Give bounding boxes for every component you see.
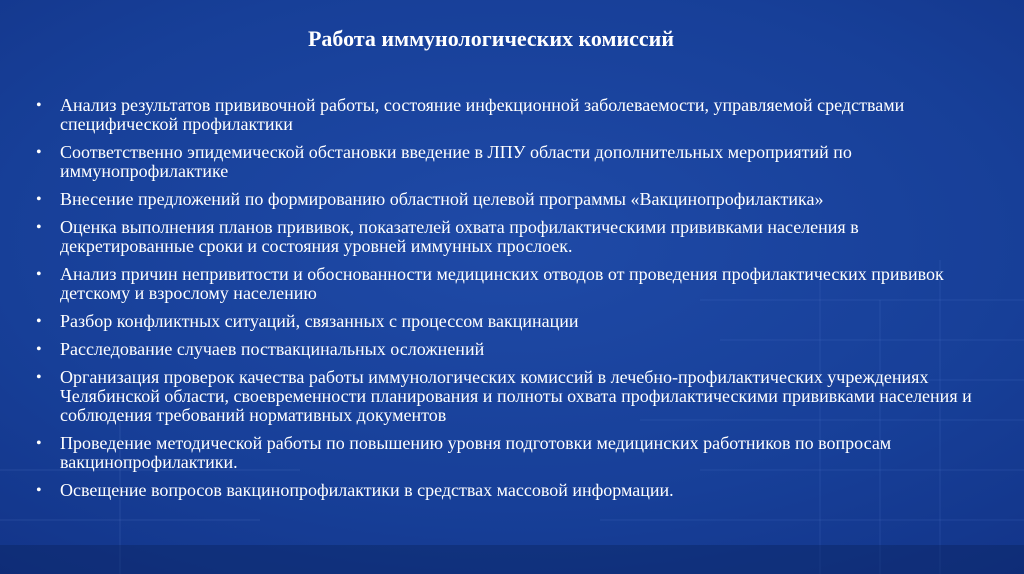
list-item [36,434,996,472]
list-item-text: Разбор конфликтных ситуаций, связанных с процессом вакцинации [60,311,579,331]
bullet-icon: • [36,266,42,283]
list-item-text: Освещение вопросов вакцинопрофилактики в средствах массовой информации. [60,480,674,500]
bullet-icon: • [36,341,42,358]
list-item-text: Внесение предложений по формированию областной целевой программы «Вакцинопрофилактика» [60,189,824,209]
list-item [36,481,996,500]
list-item [36,218,996,256]
bullet-list [36,96,996,509]
bullet-icon: • [36,219,42,236]
bullet-icon: • [36,191,42,208]
bullet-icon: • [36,313,42,330]
list-item-text: Соответственно эпидемической обстановки введение в ЛПУ области дополнительных мероприятий по иммунопрофилактике [60,142,852,181]
list-item-text: Организация проверок качества работы иммунологических комиссий в лечебно-профилактических учреждениях Челябинской области, своевременности планирования и полноты охвата профилактическими прививками населения и соблюдения требований нормативных документов [60,367,972,425]
list-item [36,143,996,181]
bullet-icon: • [36,144,42,161]
list-item [36,368,996,425]
bullet-icon: • [36,482,42,499]
list-item [36,190,996,209]
list-item-text: Оценка выполнения планов прививок, показателей охвата профилактическими прививками населения в декретированные сроки и состояния уровней иммунных прослоек. [60,217,859,256]
list-item-text: Анализ причин непривитости и обоснованности медицинских отводов от проведения профилактических прививок детскому и взрослому населению [60,264,944,303]
list-item [36,265,996,303]
slide-title: Работа иммунологических комиссий [307,26,675,51]
list-item [36,340,996,359]
bullet-icon: • [36,97,42,114]
bullet-icon: • [36,369,42,386]
list-item-text: Расследование случаев поствакцинальных осложнений [60,339,485,359]
bullet-icon: • [36,435,42,452]
list-item-text: Проведение методической работы по повышению уровня подготовки медицинских работников по вопросам вакцинопрофилактики. [60,433,892,472]
list-item [36,96,996,134]
list-item [36,312,996,331]
list-item-text: Анализ результатов прививочной работы, состояние инфекционной заболеваемости, управляемой средствами специфической профилактики [60,95,905,134]
